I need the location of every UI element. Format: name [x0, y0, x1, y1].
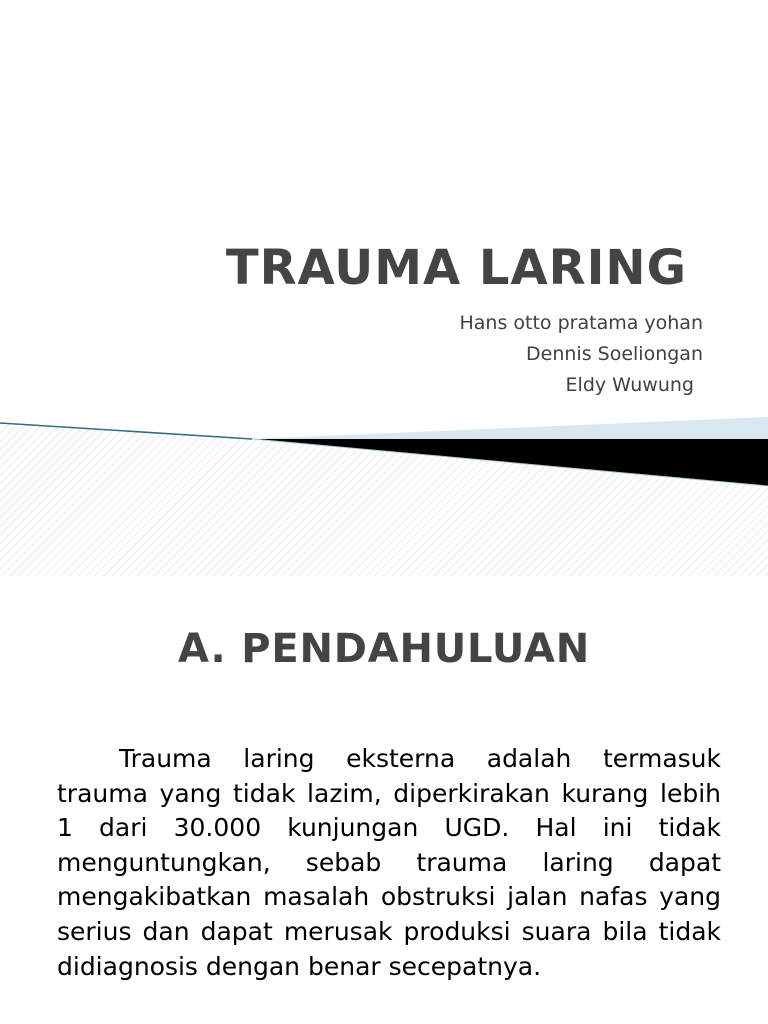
author-name: Dennis Soeliongan	[526, 343, 703, 365]
light-blue-band	[252, 417, 768, 440]
section-heading: A. PENDAHULUAN	[177, 626, 590, 672]
author-name: Eldy Wuwung	[565, 374, 694, 396]
author-list	[0, 308, 703, 401]
introduction-paragraph: Trauma laring eksterna adalah termasuk trauma yang tidak lazim, diperkirakan kurang lebih 1 dari 30.000 kunjungan UGD. Hal ini tidak menguntungkan, sebab trauma laring dapat mengakibatkan masalah obstruksi jalan nafas yang serius dan dapat merusak produksi suara bila tidak didiagnosis dengan benar secepatnya.	[57, 744, 721, 981]
slide-title: TRAUMA LARING	[225, 240, 687, 296]
author-name: Hans otto pratama yohan	[459, 312, 703, 334]
introduction-slide	[0, 576, 768, 1024]
